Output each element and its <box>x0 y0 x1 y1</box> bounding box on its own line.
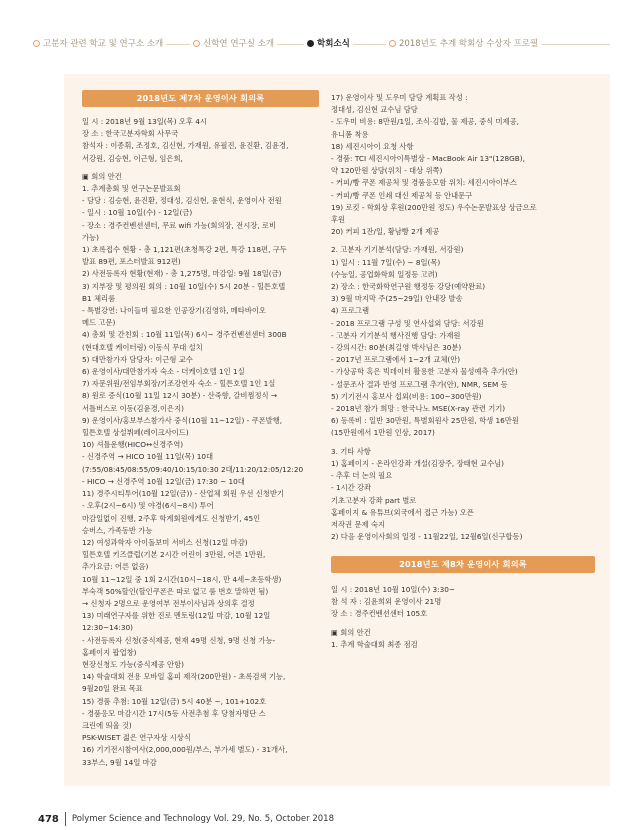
text-line: - 일시 : 10월 10일(수) - 12일(금) <box>82 208 193 218</box>
meeting8-banner: 2018년도 제8차 운영이사 회의록 <box>331 556 595 573</box>
text-line: (현대호텔 케이터링) 이동식 무대 설치 <box>82 342 203 352</box>
text-line: 16) 기기전시참여사(2,000,000원/부스, 부가세 별도) - 31개사, <box>82 745 288 755</box>
text-line: - 특별강연: 나이들며 필요한 인공장기(김영하, 메타바이오 <box>82 306 266 316</box>
text-line: 15) 경품 추첨: 10월 12일(금) 5시 40분 ~, 101+102호 <box>82 696 267 706</box>
text-line: (7:55/08:45/08:55/09:40/10:15/10:30 2대/11:20/12:05/12:20 <box>82 464 304 474</box>
text-line: 후원 <box>331 215 346 225</box>
text-line: - 추후 더 논의 필요 <box>331 471 393 481</box>
text-line: PSK-WISET 젊은 연구자상 시상식 <box>82 733 191 743</box>
nav-dot-icon <box>193 40 200 47</box>
text-line: 참석자 : 이종휘, 조정호, 김신현, 가재원, 유필진, 윤진환, 김윤경, <box>82 141 289 151</box>
text-line: 마감일없이 진행, 2주후 학계회원에게도 신청받기, 45인 <box>82 513 261 523</box>
text-line: - 고분자 기기분석 행사진행 담당: 가재원 <box>331 330 461 340</box>
nav-item-label: 신학연 연구실 소개 <box>203 39 275 49</box>
text-line: 1) 초록접수 현황 - 총 1,121편(초청특강 2편, 특강 118편, 구두 <box>82 245 287 255</box>
text-line: 1. 추계 학술대회 최종 점검 <box>331 639 418 649</box>
text-line: 일 시 : 2018년 10월 10일(수) 3:30~ <box>331 585 456 594</box>
text-line: 3) 9월 마지막 주(25~29일) 안내장 발송 <box>331 294 463 304</box>
text-line: 메드 고문) <box>82 318 116 328</box>
nav-item-label: 학회소식 <box>317 39 350 49</box>
text-line: 장 소 : 한국고분자학회 사무국 <box>82 129 179 139</box>
text-line: 14) 학술대회 전용 모바일 홈피 제작(200만원) - 초록검색 기능, <box>82 672 286 682</box>
footer-divider <box>65 812 66 826</box>
text-line: 2) 사전등록자 현황(현재) - 총 1,275명, 마감일: 9월 18일(금) <box>82 269 282 279</box>
text-line: 일 시 : 2018년 9월 13일(목) 오후 4시 <box>82 117 207 126</box>
text-line: 현장신청도 가능(중식제공 안함) <box>82 659 184 669</box>
text-line: - 2017년 프로그램에서 1~2개 교체(안) <box>331 355 461 365</box>
text-line: 힐튼호텔 상설뷔페(레이크사이드) <box>82 428 189 438</box>
text-line: 3. 기타 사항 <box>331 446 371 456</box>
text-line: 3) 지부장 및 평의원 회의 : 10월 10일(수) 5시 20분 - 힐튼호텔 <box>82 281 286 291</box>
text-line: 1) 홈페이지 - 온라인강좌 개설(김장주, 장태현 교수님) <box>331 458 505 468</box>
nav-dot-icon <box>33 40 40 47</box>
text-line: 서강원, 김승현, 이근형, 임은희, <box>82 153 183 163</box>
text-line: 크린에 띄울 것) <box>82 720 132 730</box>
text-line: - 사전등록자 신청(중식제공, 현재 49명 신청, 9명 신청 가능- <box>82 635 276 645</box>
nav-dot-icon <box>389 40 396 47</box>
text-line: - 경품: TCI 세진시아이특별상 - MacBook Air 13"(128GB), <box>331 154 525 164</box>
text-line: - 장소 : 경주컨벤션센터, 무료 wifi 가능(회의장, 전시장, 로비 <box>82 220 277 230</box>
text-line: 4) 총회 및 간친회 : 10월 11일(목) 6시~ 경주컨벤션센터 300B <box>82 330 287 340</box>
text-line: - 1시간 강좌 <box>331 483 372 493</box>
nav-item-label: 2018년도 추계 학회상 수상자 프로필 <box>399 39 539 49</box>
text-line: 정대성, 김신현 교수님 담당 <box>331 105 418 115</box>
text-line: 5) 기기전시 홍보사 섭외(비용: 100~300만원) <box>331 391 482 401</box>
meeting7-minutes-continued <box>331 92 595 543</box>
nav-item-award-profile[interactable] <box>386 37 541 49</box>
text-line: 기초고분자 강좌 part 별로 <box>331 495 417 505</box>
text-line: 부숙객 50%할인(할인쿠폰은 따로 없고 룸 번호 말하면 됨) <box>82 586 269 596</box>
text-line: 홈페이지 & 유튜브(외국에서 접근 가능) 오픈 <box>331 507 474 517</box>
text-line: 13) 미래연구자를 위한 진로 멘토링(12일 마감, 10월 12일 <box>82 611 271 621</box>
meeting8-minutes <box>331 584 595 651</box>
text-line: 6) 운영이사/대만참가자 숙소 - 더케이호텔 1인 1실 <box>82 367 245 377</box>
journal-citation: Polymer Science and Technology Vol. 29, No. 5, October 2018 <box>71 814 334 824</box>
text-line: 1) 일시 : 11월 7일(수) ~ 8일(목) <box>331 257 441 267</box>
text-line: - 설문조사 결과 반영 프로그램 추가(안), NMR, SEM 등 <box>331 379 508 389</box>
text-line: - 신경주역 → HICO 10월 11일(목) 10대 <box>82 452 214 462</box>
nav-dot-active-icon <box>307 40 314 47</box>
text-line: 33부스, 9월 14일 마감 <box>82 757 157 767</box>
text-line: - 오후(2시~6시) 및 야경(6시~8시) 투어 <box>82 501 214 511</box>
section-navigation <box>30 36 610 52</box>
page-footer <box>38 812 334 826</box>
text-line: 12:30~14:30) <box>82 623 134 633</box>
text-line: ▣ 회의 안건 <box>82 171 122 181</box>
text-line: 유니폼 착용 <box>331 129 369 139</box>
text-line: - 2018 프로그램 구성 및 연사섭외 담당: 서강원 <box>331 318 484 328</box>
text-line: B1 체리룸 <box>82 293 116 303</box>
text-line: - 도우미 비용: 8만원/1일, 조식·김밥, 물 제공, 중식 미제공, <box>331 117 519 127</box>
text-line: 힐튼호텔 키즈클럽(기본 2시간 어린이 3만원, 어른 1만원, <box>82 550 266 560</box>
text-line: 2) 다음 운영이사회의 일정 - 11월22일, 12월6일(신구합동) <box>331 532 523 542</box>
text-line: 서틀버스로 이동(김윤경,이은지) <box>82 403 184 413</box>
text-line: 참 석 자 : 김윤희외 운영이사 21명 <box>331 597 442 607</box>
text-line: 1. 추계총회 및 연구논문발표회 <box>82 184 181 194</box>
page-number: 478 <box>38 813 59 825</box>
nav-item-label: 고분자 관련 학교 및 연구소 소개 <box>43 39 164 49</box>
text-line: 홈페이지 팝업창) <box>82 647 137 657</box>
text-line: 2) 장소 : 한국화학연구원 행정동 강당(예약완료) <box>331 282 486 292</box>
text-line: 8) 원로 증식(10월 11일 12시 30분) - 산죽향, 갈비찜정식 → <box>82 391 278 401</box>
text-line: 2. 고분자 기기분석(담당: 가재원, 서강원) <box>331 245 464 255</box>
text-line: - 2018년 참가 희망 : 한국나노 MSE(X-ray 관련 기기) <box>331 404 506 414</box>
text-line: 9월20일 완료 목표 <box>82 684 143 694</box>
text-line: - 강의시간: 80분(최길영 박사님은 30분) <box>331 343 462 353</box>
text-line: 약 120만원 상당(위치 - 대상 위쪽) <box>331 166 443 176</box>
nav-item-lab-intro[interactable] <box>190 37 277 49</box>
text-line: 20) 커피 1잔/일, 황남빵 2개 제공 <box>331 227 440 237</box>
text-line: 가능) <box>82 232 99 242</box>
meeting7-banner: 2018년도 제7차 운영이사 회의록 <box>82 90 319 107</box>
text-line: - 커피/빵 쿠폰 제공처 및 경품응모함 위치: 세진시아이부스 <box>331 178 517 188</box>
text-line: (수능일, 공업화학회 일정등 고려) <box>331 269 438 279</box>
text-line: - 커피/빵 쿠폰 인쇄 대신 제공처 등 안내문구 <box>331 190 473 200</box>
nav-item-school-intro[interactable] <box>30 37 166 49</box>
text-line: - HICO → 신경주역 10월 12일(금) 17:30 ~ 10대 <box>82 476 245 486</box>
text-line: 추가요금: 어른 없음) <box>82 562 149 572</box>
text-line: 4) 프로그램 <box>331 306 370 316</box>
text-line: 11) 경주시티투어(10월 12일(금)) - 산업체 회원 우선 신청받기 <box>82 489 284 499</box>
text-line: 10) 셔틀운행(HICO↔신경주역) <box>82 440 184 450</box>
text-line: 6) 등록비 : 일반 30만원, 특별회원사 25만원, 학생 16만원 <box>331 416 519 426</box>
text-line: 7) 자문위원/전임부회장/기조강연자 숙소 - 힐튼호텔 1인 1실 <box>82 379 276 389</box>
text-line: 저작권 문제 숙지 <box>331 519 385 529</box>
meeting7-minutes <box>82 116 319 769</box>
text-line: (15만원에서 1만원 인상, 2017) <box>331 428 435 438</box>
text-line: - 담당 : 김승현, 윤진환, 정대성, 김신현, 윤현식, 운영이사 전원 <box>82 196 282 206</box>
text-line: - 경품응모 마감시간 17시(5등 사전추첨 후 당첨자명단 스 <box>82 708 266 718</box>
text-line: - 가상공학 혹은 빅데이터 활용한 고분자 물성예측 추가(안) <box>331 367 518 377</box>
nav-item-society-news[interactable] <box>304 37 353 49</box>
text-line: ▣ 회의 안건 <box>331 627 371 637</box>
text-line: 승버스, 가족동반 가능 <box>82 525 153 535</box>
text-line: 발표 89편, 포스터발표 912편) <box>82 257 181 267</box>
text-line: → 신청자 2명으로 운영여부 전부이사님과 상의후 결정 <box>82 598 255 608</box>
text-line: 장 소 : 경주컨벤션센터 105호 <box>331 609 428 619</box>
text-line: 17) 운영이사 및 도우미 담당 계획표 작성 : <box>331 93 468 102</box>
text-line: 9) 운영이사/홍보부스참가사 중식(10월 11~12일) - 쿠폰발행, <box>82 415 283 425</box>
text-line: 10월 11~12일 중 1회 2시간(10시~18시, 만 4세~초등학생) <box>82 574 282 584</box>
text-line: 12) 여성과학자 아이돌보미 서비스 신청(12일 마감) <box>82 537 248 547</box>
text-line: 18) 세진시아이 요청 사항 <box>331 141 414 151</box>
text-line: 19) 로킷 - 학회상 후원(200만원 정도) 우수논문발표상 상금으로 <box>331 202 537 212</box>
text-line: 5) 대만참가자 담당자: 이근형 교수 <box>82 354 193 364</box>
